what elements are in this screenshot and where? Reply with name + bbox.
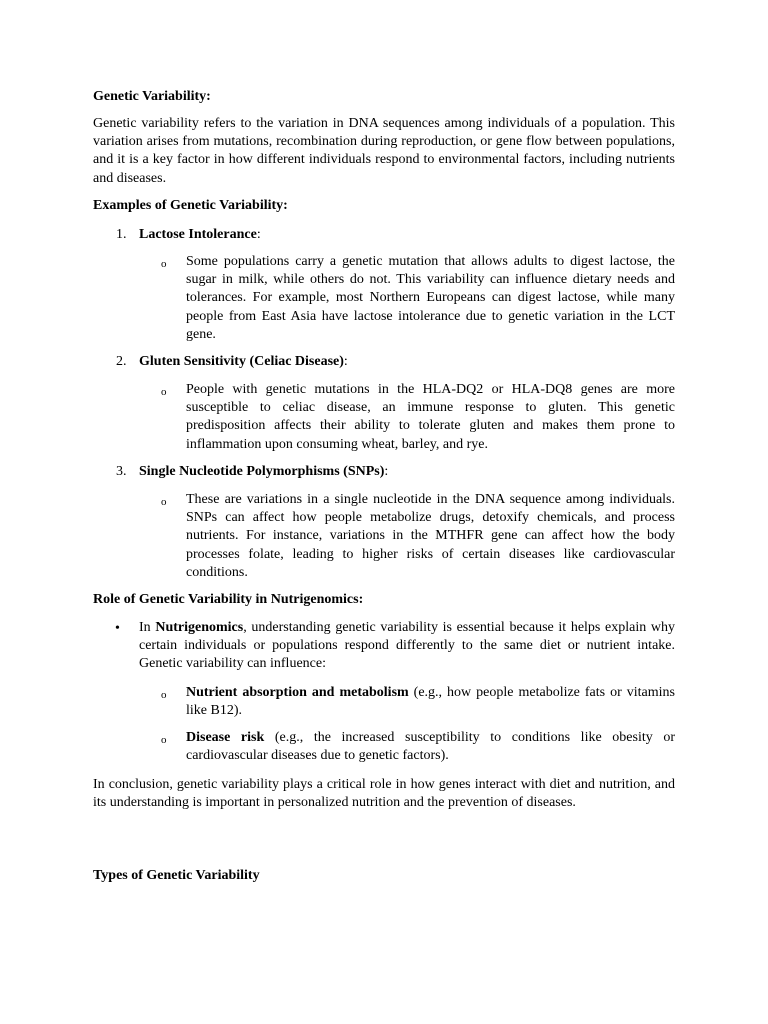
heading-examples: Examples of Genetic Variability:	[93, 198, 288, 213]
heading-role-nutrigenomics: Role of Genetic Variability in Nutrigenomics:	[93, 592, 364, 607]
influence-item	[186, 729, 675, 765]
intro-paragraph: Genetic variability refers to the variation in DNA sequences among individuals of a population. This variation arises from mutations, recombination during reproduction, or gene flow between populations, and it is a key factor in how different individuals respond to environmental factors, including nutrients and diseases.	[93, 116, 675, 186]
influence-text: (e.g., how people metabolize fats or vitamins like B12).	[186, 685, 675, 719]
bullet-dot-icon: •	[115, 621, 120, 636]
influence-bold: Nutrient absorption and metabolism	[186, 685, 409, 700]
example-title-bold: Gluten Sensitivity (Celiac Disease)	[139, 354, 344, 369]
example-title	[139, 353, 348, 371]
role-prefix: In	[139, 620, 156, 635]
example-title-suffix: :	[343, 354, 348, 369]
influence-item	[186, 684, 675, 720]
example-title-suffix: :	[256, 227, 261, 242]
example-title-bold: Single Nucleotide Polymorphisms (SNPs)	[139, 464, 385, 479]
heading-types: Types of Genetic Variability	[93, 868, 260, 883]
conclusion-paragraph: In conclusion, genetic variability plays a critical role in how genes interact with diet and nutrition, and its understanding is important in personalized nutrition and the prevention of diseases.	[93, 777, 675, 811]
circle-bullet-icon: o	[161, 386, 167, 398]
list-number: 2.	[116, 354, 127, 369]
influence-text: (e.g., the increased susceptibility to conditions like obesity or cardiovascular diseases due to genetic factors).	[186, 730, 675, 764]
circle-bullet-icon: o	[161, 496, 167, 508]
example-title	[139, 463, 388, 481]
example-description: Some populations carry a genetic mutation that allows adults to digest lactose, the sugar in milk, while others do not. This variability can influence dietary needs and tolerances. For example, most Northern Europeans can digest lactose, while many people from East Asia have lactose intolerance due to genetic variation in the LCT gene.	[186, 254, 675, 342]
heading-genetic-variability: Genetic Variability:	[93, 89, 211, 104]
role-bold-term: Nutrigenomics	[155, 620, 244, 635]
example-description: These are variations in a single nucleotide in the DNA sequence among individuals. SNPs can affect how people metabolize drugs, detoxify chemicals, and process nutrients. For instance, variations in the MTHFR gene can affect how the body processes folate, leading to higher risks of certain diseases like cardiovascular conditions.	[186, 492, 675, 580]
circle-bullet-icon: o	[161, 689, 167, 701]
role-text: , understanding genetic variability is essential because it helps explain why certain individuals or populations respond differently to the same diet or nutrient intake. Genetic variability can influence:	[139, 620, 675, 672]
example-title-bold: Lactose Intolerance	[139, 227, 257, 242]
circle-bullet-icon: o	[161, 734, 167, 746]
example-description: People with genetic mutations in the HLA-DQ2 or HLA-DQ8 genes are more susceptible to celiac disease, an immune response to gluten. This genetic predisposition affects their ability to tolerate gluten and makes them prone to inflammation upon consuming wheat, barley, and rye.	[186, 382, 675, 452]
influence-bold: Disease risk	[186, 730, 265, 745]
circle-bullet-icon: o	[161, 258, 167, 270]
list-number: 1.	[116, 227, 127, 242]
nutrigenomics-paragraph	[139, 619, 675, 674]
example-title-suffix: :	[384, 464, 389, 479]
list-number: 3.	[116, 464, 127, 479]
example-title	[139, 226, 261, 244]
